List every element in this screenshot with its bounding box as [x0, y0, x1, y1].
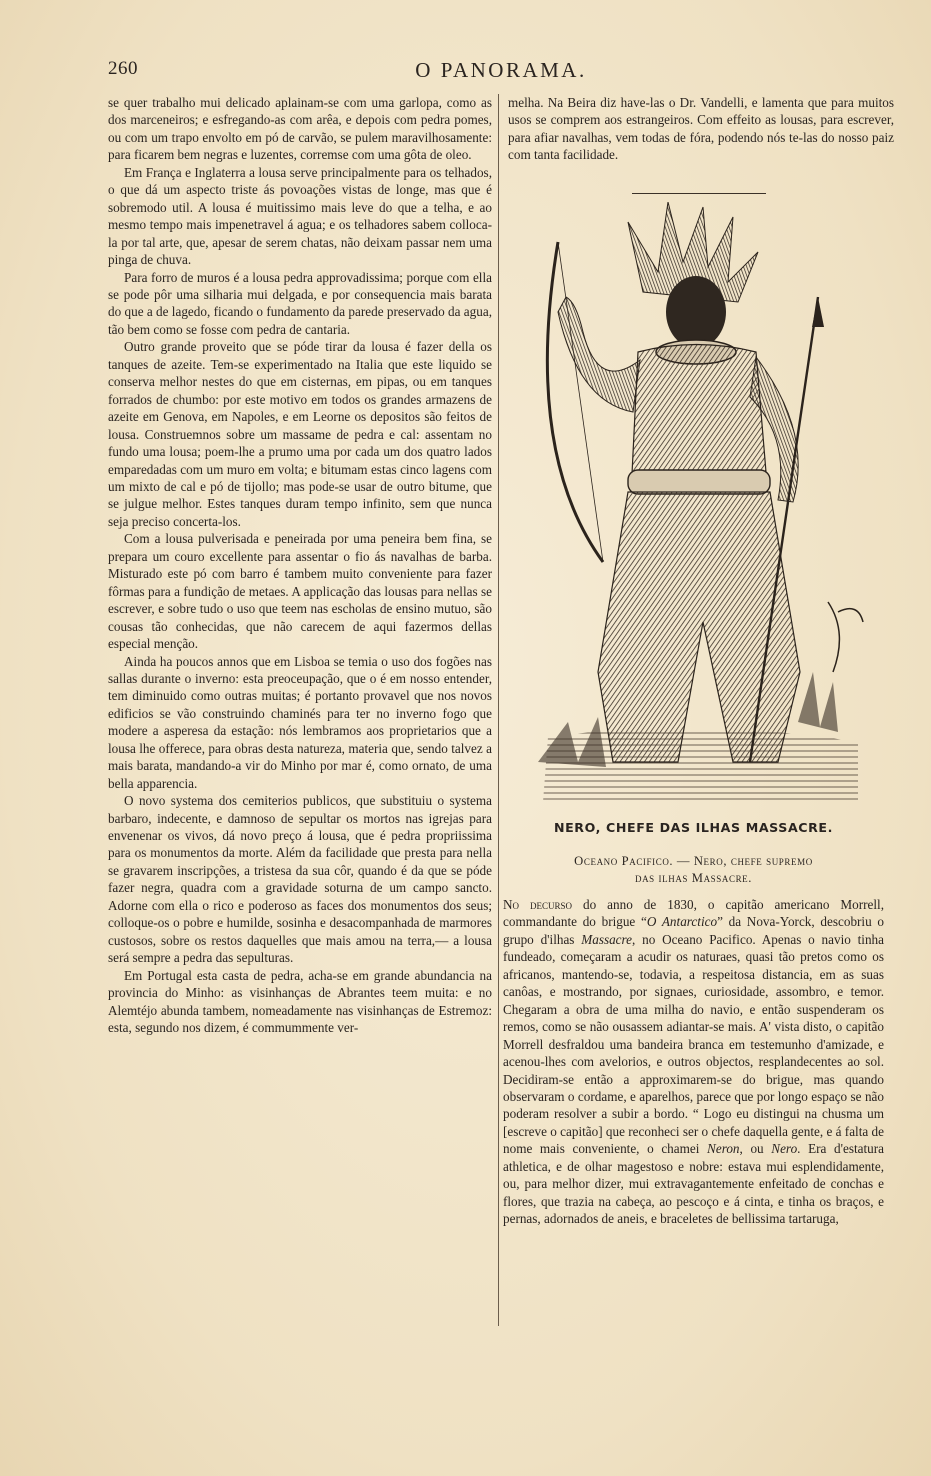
paragraph: Em Portugal esta casta de pedra, acha-se em grande abundancia na provincia do Minho: as visinhanças de Abrantes teem muita: e no Alemtéjo abunda tambem, nomeadamente nas visinhanças de Estremoz: esta, segundo nos dizem, é commummente ver-: [108, 967, 492, 1036]
figure-caption: NERO, CHEFE DAS ILHAS MASSACRE.: [553, 820, 834, 835]
page-number: 260: [108, 58, 138, 79]
right-column-top: [508, 94, 894, 164]
right-column-bottom: [503, 896, 884, 1228]
text-run: . Era d'estatura athletica, e de olhar magestoso e nobre: estava mui esplendidamente, ou, para melhor dizer, mui extravagantemente enfeitado de conchas e flores, que trazia na cabeça, ao pescoço e á cinta, e tinha os braços, e pernas, adornados de aneis, e braceletes de bellissima tartaruga,: [503, 1141, 885, 1227]
column-divider: [498, 94, 499, 1326]
paragraph: Para forro de muros é a lousa pedra approvadissima; porque com ella se pode pôr uma silharia mui delgada, e por consequencia mais barata do que a de lagedo, ficando o fundamento da parede preservado da agua, tão bem como se fosse com pedra de cantaria.: [108, 269, 492, 337]
figure-subcaption: [503, 853, 884, 887]
page-header: [108, 58, 894, 86]
text-run: ” da Nova-Yorck, descobriu o grupo d'ilhas: [503, 914, 884, 947]
islands-name: Massacre: [581, 931, 633, 947]
ship-name: O Antarctico: [646, 914, 718, 930]
paragraph: se quer trabalho mui delicado aplainam-se com uma garlopa, como as dos marceneiros; e esfregando-as com arêa, e depois com pedra pomes, ou com um trapo envolto em pó de carvão, se pulem maravilhosamente: para ficarem bem negras e luzentes, corremse com uma gôta de oleo.: [108, 95, 492, 163]
paragraph: Em França e Inglaterra a lousa serve principalmente para os telhados, o que dá um aspecto triste ás povoações vistas de longe, mas que é sobremodo util. A lousa é muitissimo mais leve do que a telha, e ao mesmo tempo mais impenetravel á agua; e os telhadores sabem colloca-la por tal arte, que, apesar de serem chatas, não deixam passar nem uma pinga de chuva.: [108, 164, 492, 268]
lead-words: No decurso: [503, 897, 573, 912]
section-rule: [632, 193, 766, 194]
paragraph: Outro grande proveito que se póde tirar da lousa é fazer della os tanques de azeite. Tem-se experimentado na Italia que este liquido se conserva melhor nestes do que em cisternas, em pipas, ou em tanques forrados de chumbo: por este motivo em todos os grandes armazens de azeite em Genova, em Napoles, e em Leorne os depositos são feitos de lousa. Construemnos sobre um massame de pedra e cal: assentam no fundo uma lousa; poem-lhe a prumo uma por cada um dos quatro lados emparedadas com um muro em volta; e bitumam estas cinco lagens com um mixto de cal e pó de tijollo; mas pode-se usar de outro bitume, que se julgue melhor. Estes tanques duram tempo infinito, sem que nunca seja preciso concerta-los.: [108, 339, 492, 529]
paragraph: O novo systema dos cemiterios publicos, que substituiu o systema barbaro, indecente, e damnoso de sepultar os mortos nas igrejas para envenenar os vivos, dá novo preço á lousa, que é pedra propriissima para os monumentos da morte. Além da facilidade que presta para nella se gravarem inscripções, a tristesa da sua côr, quando é da que se póde fazer negra, quadra com a gravidade soturna de um campo sancto. Adorne com ella o rico e poderoso as faces dos monumentos dos seus; colloque-os o pobre e humilde, sosinha e desacompanhada de marmores custosos, sobre os restos daquelles que mais amou na terra,— a lousa será sempre a pedra das sepulturas.: [108, 793, 492, 966]
paragraph: Com a lousa pulverisada e peneirada por uma peneira bem fina, se prepara um couro excellente para assentar o fio ás navalhas de barba. Misturado este pó com barro é tambem muito conveniente para fazer fôrmas para a fundição de metaes. A applicação das lousas para nellas se escrever, e sobre tudo o uso que teem nas escholas de ensino mutuo, são cousas tão conhecidas, que não carecem de aqui fazermos dellas especial menção.: [108, 531, 492, 652]
paragraph: melha. Na Beira diz have-las o Dr. Vandelli, e lamenta que para muitos usos se comprem aos estrangeiros. Com effeito as lousas, para escrever, para afiar navalhas, vem todas de fóra, podendo nós te-las do nosso paiz com tanta facilidade.: [508, 95, 894, 163]
engraving-illustration: [528, 202, 868, 807]
paragraph: Ainda ha poucos annos que em Lisboa se temia o uso dos fogões nas sallas durante o inverno: esta preoceupação, que o é em nosso entender, tem diminuido como outras muitas; é portanto provavel que nos novos edificios se vão construindo chaminés para ter no inverno fogo que modere a asperesa da estação: nós lembramos aos proprietarios que a lousa lhe offerece, para obras desta natureza, materia que, sendo talvez a mais barata, mandando-a vir do Minho por mar é, como ornato, de uma bella apparencia.: [108, 653, 492, 791]
left-column: [108, 94, 492, 1036]
subcaption-line: Oceano Pacifico. — Nero, chefe supremo: [574, 854, 813, 868]
text-run: , no Oceano Pacifico. Apenas o navio tinha fundeado, começaram a acudir os naturaes, quasi tão pretos como os africanos, mantendo-se, todavia, a respeitosa distancia, em as suas canôas, e mostrando, por signaes, curiosidade, assombro, e temor. Chegaram a obra de uma milha do navio, e então suspenderam os remos, como se não ousassem adiantar-se mais. A' vista disto, o capitão Morrell desfraldou uma bandeira branca em testemunho d'amizade, e acenou-lhes com avelorios, e outros objectos, resplandecentes ao sol. Decidiram-se então a approximarem-se do brigue, mas quando observaram o cordame, e aparelhos, parece que por longo espaço se não poderam resolver a subir a bordo. “ Logo eu distingui na chusma um [escreve o capitão] que reconheci ser o chefe daquella gente, e á falta de nome mais conveniente, o chamei: [503, 931, 884, 1157]
name-nero: Nero: [771, 1141, 798, 1157]
text-run: , ou: [739, 1141, 772, 1157]
subcaption-line: das ilhas Massacre.: [634, 871, 753, 885]
text-run: do anno de 1830, o capitão americano Morrell, commandante do brigue “: [503, 897, 884, 930]
running-title: O PANORAMA.: [415, 58, 587, 82]
name-neron: Neron: [707, 1141, 740, 1157]
paragraph: [503, 896, 884, 1228]
